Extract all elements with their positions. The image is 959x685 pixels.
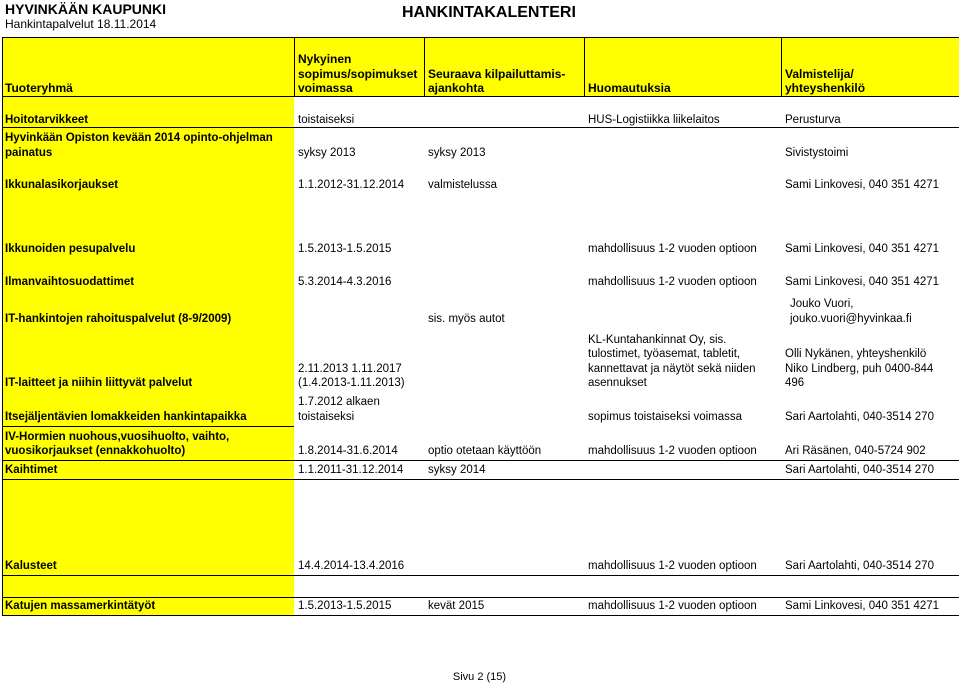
- row-11-contact: Sari Aartolahti, 040-3514 270: [785, 560, 934, 572]
- row-divider-9: [2, 426, 294, 427]
- row-8-current-contract-line1: 1.7.2012 alkaen: [298, 396, 380, 408]
- row-divider-13: [2, 597, 959, 598]
- row-9-contact: Ari Räsänen, 040-5724 902: [785, 445, 926, 457]
- row-9-next-tender: optio otetaan käyttöön: [428, 445, 542, 457]
- column-header-current-contract-line2: sopimus/sopimukset: [298, 67, 418, 81]
- row-3-next-tender: valmistelussa: [428, 179, 498, 191]
- document-subtitle: Hankintapalvelut 18.11.2014: [5, 17, 157, 31]
- row-10-product-group: Kaihtimet: [5, 464, 58, 476]
- row-10-contact: Sari Aartolahti, 040-3514 270: [785, 464, 934, 476]
- row-divider-1: [2, 127, 959, 128]
- column-header-next-tender-line1: Seuraava kilpailuttamis-: [428, 67, 566, 81]
- row-6-next-tender: sis. myös autot: [428, 313, 505, 325]
- row-9-current-contract: 1.8.2014-31.6.2014: [298, 445, 398, 457]
- row-8-contact: Sari Aartolahti, 040-3514 270: [785, 411, 934, 423]
- row-11-notes: mahdollisuus 1-2 vuoden optioon: [588, 560, 757, 572]
- column-header-notes: Huomautuksia: [588, 81, 671, 95]
- row-4-contact: Sami Linkovesi, 040 351 4271: [785, 243, 940, 255]
- column-divider-2: [424, 37, 425, 96]
- row-8-product-group: Itsejäljentävien lomakkeiden hankintapaikka: [5, 411, 247, 423]
- row-4-current-contract: 1.5.2013-1.5.2015: [298, 243, 392, 255]
- row-7-notes-line4: asennukset: [588, 377, 647, 389]
- row-2-next-tender: syksy 2013: [428, 147, 486, 159]
- document-title: HANKINTAKALENTERI: [402, 4, 576, 21]
- row-1-product-group: Hoitotarvikkeet: [5, 114, 89, 126]
- table-border-bottom: [2, 615, 959, 616]
- row-9-product-group-line1: IV-Hormien nuohous,vuosihuolto, vaihto,: [5, 431, 230, 443]
- row-7-current-contract-line2: (1.4.2013-1.11.2013): [298, 377, 405, 389]
- row-12-notes: mahdollisuus 1-2 vuoden optioon: [588, 600, 757, 612]
- row-3-current-contract: 1.1.2012-31.12.2014: [298, 179, 405, 191]
- table-border-left: [2, 37, 3, 616]
- row-divider-10: [2, 460, 959, 461]
- row-8-notes: sopimus toistaiseksi voimassa: [588, 411, 743, 423]
- table-border-top: [2, 37, 959, 38]
- column-header-contact-line1: Valmistelija/: [785, 67, 854, 81]
- row-11-current-contract: 14.4.2014-13.4.2016: [298, 560, 405, 572]
- row-4-product-group: Ikkunoiden pesupalvelu: [5, 243, 136, 255]
- row-divider-12: [2, 575, 959, 576]
- row-5-notes: mahdollisuus 1-2 vuoden optioon: [588, 276, 757, 288]
- row-2-product-group-line2: painatus: [5, 147, 53, 159]
- column-header-next-tender-line2: ajankohta: [428, 81, 485, 95]
- row-10-current-contract: 1.1.2011-31.12.2014: [298, 464, 404, 476]
- row-2-product-group-line1: Hyvinkään Opiston kevään 2014 opinto-ohjelman: [5, 132, 273, 144]
- row-12-next-tender: kevät 2015: [428, 600, 485, 612]
- row-7-contact-line3: 496: [785, 377, 805, 389]
- row-6-contact-line1: Jouko Vuori,: [790, 298, 854, 310]
- row-12-contact: Sami Linkovesi, 040 351 4271: [785, 600, 940, 612]
- column-header-contact-line2: yhteyshenkilö: [785, 81, 866, 95]
- page-number: Sivu 2 (15): [452, 671, 507, 683]
- row-5-contact: Sami Linkovesi, 040 351 4271: [785, 276, 940, 288]
- row-6-product-group: IT-hankintojen rahoituspalvelut (8-9/2009): [5, 313, 232, 325]
- row-7-current-contract-line1: 2.11.2013 1.11.2017: [298, 363, 402, 375]
- row-7-notes-line3: kannettavat ja näytöt sekä niiden: [588, 363, 756, 375]
- row-12-current-contract: 1.5.2013-1.5.2015: [298, 600, 392, 612]
- row-7-notes-line2: tulostimet, työasemat, tabletit,: [588, 348, 741, 360]
- row-7-contact-line2: Niko Lindberg, puh 0400-844: [785, 363, 934, 375]
- column-divider-4: [781, 37, 782, 96]
- row-8-current-contract-line2: toistaiseksi: [298, 411, 355, 423]
- column-header-current-contract-line1: Nykyinen: [298, 52, 352, 66]
- row-5-product-group: Ilmanvaihtosuodattimet: [5, 276, 135, 288]
- row-7-product-group: IT-laitteet ja niihin liittyvät palvelut: [5, 377, 193, 389]
- row-7-contact-line1: Olli Nykänen, yhteyshenkilö: [785, 348, 927, 360]
- row-1-contact: Perusturva: [785, 114, 841, 126]
- row-2-contact: Sivistystoimi: [785, 147, 849, 159]
- column-divider-3: [584, 37, 585, 96]
- column-header-product-group: Tuoteryhmä: [5, 81, 73, 95]
- row-5-current-contract: 5.3.2014-4.3.2016: [298, 276, 392, 288]
- row-7-notes-line1: KL-Kuntahankinnat Oy, sis.: [588, 334, 727, 346]
- row-1-notes: HUS-Logistiikka liikelaitos: [588, 114, 720, 126]
- row-3-product-group: Ikkunalasikorjaukset: [5, 179, 119, 191]
- row-6-contact-line2: jouko.vuori@hyvinkaa.fi: [790, 313, 912, 325]
- row-divider-11: [2, 479, 959, 480]
- row-9-product-group-line2: vuosikorjaukset (ennakkohuolto): [5, 445, 186, 457]
- column-header-current-contract-line3: voimassa: [298, 81, 353, 95]
- header-bottom-border: [2, 96, 959, 97]
- organization-name: HYVINKÄÄN KAUPUNKI: [5, 1, 167, 17]
- row-4-notes: mahdollisuus 1-2 vuoden optioon: [588, 243, 757, 255]
- row-2-current-contract: syksy 2013: [298, 147, 356, 159]
- column-divider-1: [294, 37, 295, 96]
- row-1-current-contract: toistaiseksi: [298, 114, 355, 126]
- row-12-product-group: Katujen massamerkintätyöt: [5, 600, 156, 612]
- row-11-product-group: Kalusteet: [5, 560, 57, 572]
- row-10-next-tender: syksy 2014: [428, 464, 486, 476]
- row-9-notes: mahdollisuus 1-2 vuoden optioon: [588, 445, 757, 457]
- row-3-contact: Sami Linkovesi, 040 351 4271: [785, 179, 940, 191]
